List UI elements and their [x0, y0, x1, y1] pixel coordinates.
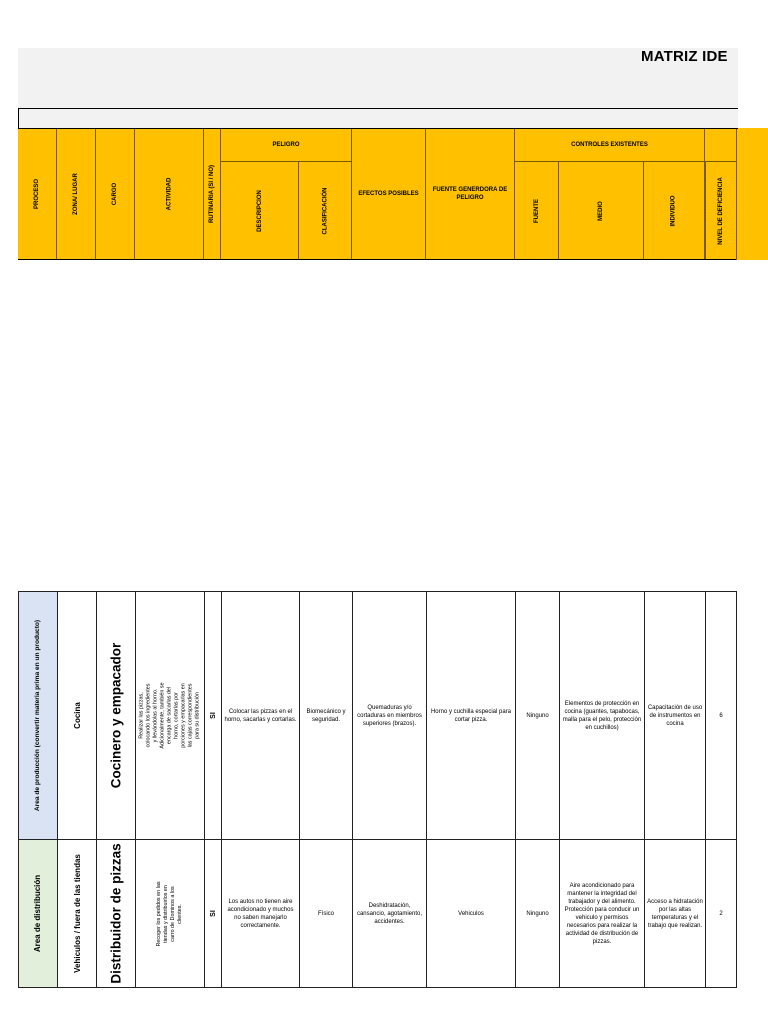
header-peligro-label: PELIGRO [272, 141, 300, 148]
header-descripcion [221, 161, 299, 260]
row1-clasificacion-text: Biomecánico y seguridad. [306, 708, 346, 723]
row2-fuente-text: Ninguno [526, 910, 549, 917]
row2-proceso-text: Area de distribución [33, 874, 43, 953]
row1-zona-text: Cocina [72, 702, 82, 729]
row2-descripcion-text: Los autos no tienen aire acondicionado y muchos no saben manejarlo correctamente. [227, 898, 294, 929]
row2-nivel-text: 2 [719, 910, 723, 917]
header-rutinaria-label: RUTINARIA (SI / NO) [209, 164, 216, 224]
row1-medio [560, 592, 645, 839]
header-controles [515, 128, 705, 161]
row1-individuo-text: Capacitación de uso de instrumentos en cocina [647, 704, 703, 727]
header-individuo [644, 161, 705, 260]
row2-clasificacion [300, 840, 353, 987]
header-peligro [221, 128, 352, 161]
row1-proceso [19, 592, 58, 839]
header-clasificacion-label: CLASIFICACIÓN [322, 187, 328, 234]
table-header [18, 128, 768, 260]
row1-medio-text: Elementos de protección en cocina (guantes, tapabocas, malla para el pelo, protección en cuchillos) [562, 700, 642, 731]
header-bottom-border [18, 259, 736, 260]
header-proceso [18, 128, 57, 260]
row1-nivel-text: 6 [719, 712, 723, 719]
header-efectos [352, 128, 426, 260]
row1-efectos [353, 592, 427, 839]
header-actividad [135, 128, 204, 260]
row2-fuente-generadora-text: Vehiculos [458, 910, 484, 917]
row1-zona [58, 592, 97, 839]
row2-fuente [516, 840, 560, 987]
header-rutinaria [204, 128, 221, 260]
header-controles-divider [515, 161, 737, 162]
row2-individuo [645, 840, 706, 987]
row2-descripcion [222, 840, 300, 987]
row2-cargo-text: Distribuidor de pizzas [108, 843, 124, 984]
header-efectos-label: EFECTOS POSIBLES [358, 191, 419, 197]
header-nivel-deficiencia [705, 161, 737, 260]
row2-medio-text: Aire acondicionado para mantener la integridad del trabajador y del alimento. Protección para conducir un vehiculo y permisos necesarios para realizar la actividad de distribución de pizzas. [564, 882, 640, 945]
header-cargo-label: CARGO [112, 182, 118, 206]
row1-proceso-text: Area de producción (convertir materia prima en un producto) [34, 619, 42, 812]
row1-actividad-text: Realizar las pizzas, colocando los ingredientes y llevándolas al horno. Adicionalmente, también se encarga de sacarlas del horno, cortarlas por porciones y empacarlas en las cajas correspondientes para su distribución [138, 682, 201, 749]
row1-descripcion [222, 592, 300, 839]
matrix-table [18, 591, 737, 988]
row1-rutinaria-text: SI [209, 712, 217, 719]
row1-rutinaria [205, 592, 222, 839]
row2-medio [560, 840, 645, 987]
row2-fuente-generadora [427, 840, 516, 987]
header-actividad-label: ACTIVIDAD [165, 177, 172, 211]
row2-rutinaria-text: SI [209, 910, 217, 917]
header-cargo [96, 128, 135, 260]
row1-fuente-generadora [427, 592, 516, 839]
document-title: MATRIZ IDE [641, 48, 728, 65]
header-zona-label: ZONA/ LUGAR [73, 173, 80, 215]
title-divider [18, 108, 738, 109]
row1-actividad [136, 592, 205, 839]
row2-efectos [353, 840, 427, 987]
row1-fuente [516, 592, 560, 839]
header-zona [57, 128, 96, 260]
row1-efectos-text: Quemaduras y/o cortaduras en miembros superiores (brazos). [357, 704, 422, 727]
header-clasificacion [299, 161, 352, 260]
row1-fuente-generadora-text: Horno y cuchilla especial para cortar pizza. [430, 708, 512, 723]
title-band [18, 48, 738, 128]
header-top-border [18, 128, 738, 129]
row2-cargo [97, 840, 136, 987]
row2-actividad [136, 840, 205, 987]
row2-efectos-text: Deshidratación, cansancio, agotamiento, accidentes. [356, 902, 423, 925]
header-medio-label: MEDIO [597, 200, 604, 221]
row1-clasificacion [300, 592, 353, 839]
header-fuente-generadora [426, 128, 515, 260]
header-fuente [515, 161, 559, 260]
row1-individuo [645, 592, 706, 839]
row1-nivel [706, 592, 736, 839]
row2-nivel [706, 840, 736, 987]
row2-zona-text: Vehiculos / fuera de las tiendas [72, 854, 82, 973]
header-fuente-label: FUENTE [533, 198, 540, 223]
row1-cargo-text: Cocinero y empacador [108, 642, 124, 789]
header-controles-label: CONTROLES EXISTENTES [571, 141, 648, 148]
row2-actividad-text: Recoger los pedidos en las tiendas y distribuirlos en carro de Dominos a los clientes. [156, 880, 183, 947]
header-medio [559, 161, 644, 260]
header-fuente-generadora-label: FUENTE GENERDORA DE PELIGRO [432, 187, 508, 201]
header-proceso-label: PROCESO [33, 178, 40, 210]
row2-individuo-text: Acceso a hidratación por las altas temperaturas y el trabajo que realizan. [647, 898, 703, 929]
row1-descripcion-text: Colocar las pizzas en el horno, sacarlas y cortarlas. [224, 708, 297, 723]
row1-fuente-text: Ninguno [526, 712, 549, 719]
header-descripcion-label: DESCRIPCION [256, 189, 263, 232]
row2-zona [58, 840, 97, 987]
row2-clasificacion-text: Físico [317, 910, 334, 917]
row2-proceso [19, 840, 58, 987]
header-peligro-divider [221, 161, 352, 162]
header-nivel-deficiencia-label: NIVEL DE DEFICIENCIA [718, 176, 725, 245]
row2-rutinaria [205, 840, 222, 987]
row1-cargo [97, 592, 136, 839]
header-individuo-label: INDIVIDUO [670, 194, 677, 227]
